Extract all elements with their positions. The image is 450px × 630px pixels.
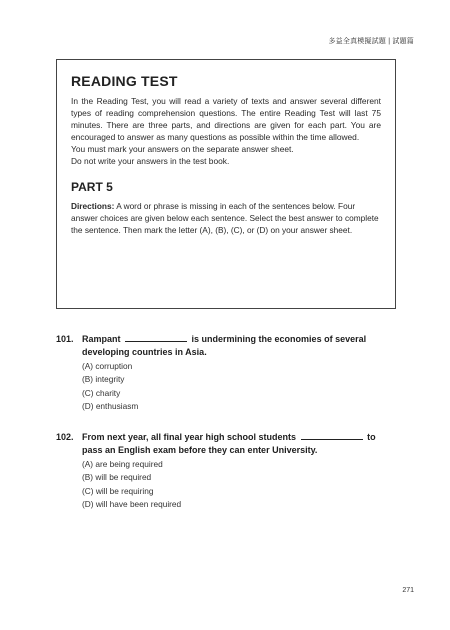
stem-before-blank: Rampant — [82, 334, 121, 344]
option-c: (C) will be requiring — [82, 485, 154, 496]
test-book-instruction: Do not write your answers in the test book. — [71, 155, 230, 166]
reading-test-intro: In the Reading Test, you will read a variety of texts and answer several different types of reading comprehension questions. The entire Reading Test will last 75 minutes. There are three parts, and directions are given for each part. You are encouraged to answer as many questions as possible within the time allowed. — [71, 96, 381, 142]
option-a: (A) corruption — [82, 361, 133, 371]
option-d: (D) enthusiasm — [82, 400, 139, 411]
part-directions — [71, 201, 381, 236]
option-a: (A) are being required — [82, 459, 163, 469]
stem-before-blank: From next year, all final year high school students — [82, 432, 297, 442]
answer-options — [82, 360, 396, 413]
option-d: (D) will have been required — [82, 498, 182, 509]
stem-after-blank: to pass an English exam before they can enter University. — [82, 432, 376, 455]
directions-label: Directions: — [71, 201, 115, 212]
question-number: 101. — [56, 334, 74, 344]
running-header: 多益全真模擬試題 | 試題篇 — [328, 38, 414, 45]
question-stem — [82, 333, 396, 358]
option-b: (B) will be required — [82, 472, 152, 483]
question-101 — [56, 333, 396, 413]
answer-options — [82, 458, 396, 511]
question-stem — [82, 431, 396, 456]
question-number: 102. — [56, 432, 74, 442]
option-b: (B) integrity — [82, 374, 125, 385]
option-c: (C) charity — [82, 387, 121, 398]
answer-blank — [125, 333, 187, 342]
page-number: 271 — [402, 587, 414, 594]
answer-sheet-instruction: You must mark your answers on the separate answer sheet. — [71, 143, 294, 154]
answer-blank — [301, 431, 363, 440]
question-102 — [56, 431, 396, 511]
stem-after-blank: is undermining the economies of several developing countries in Asia. — [82, 334, 367, 357]
part-title: PART 5 — [71, 180, 113, 195]
reading-test-title: READING TEST — [71, 73, 178, 89]
directions-text: A word or phrase is missing in each of the sentences below. Four answer choices are given below each sentence. Select the best answer to complete the sentence. Then mark the letter (A), (B), (C), or (D) on your answer sheet. — [71, 201, 379, 236]
reading-test-instructions-box — [56, 59, 396, 309]
